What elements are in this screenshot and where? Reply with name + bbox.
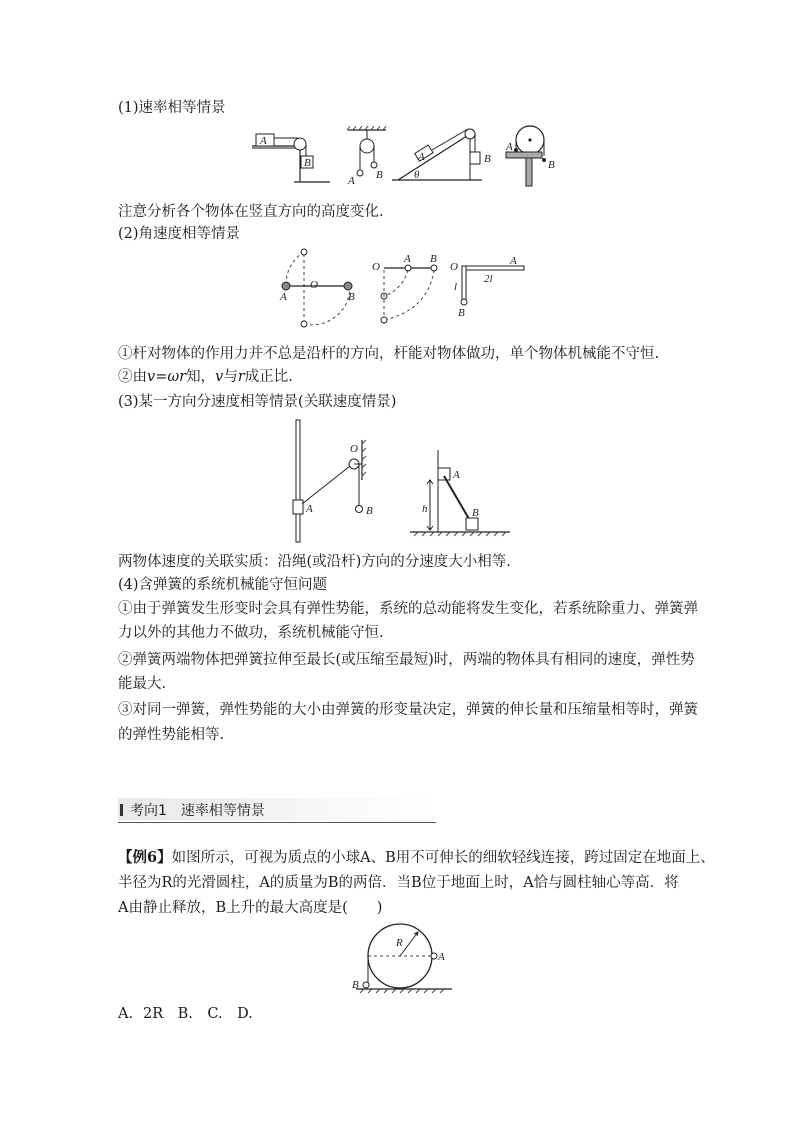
ball-a [357,170,363,176]
label-b: B [548,159,555,171]
table-pulley-diagram [252,134,330,182]
pulley [360,139,374,153]
label-l: l [454,281,458,293]
s2-p2-post: 成正比. [244,369,293,385]
block-a [438,468,450,480]
example-text-1: 如图所示，可视为质点的小球A、B用不可伸长的细软轻线连接，跨过固定在地面上、 [171,850,715,866]
figure-component-velocity-svg [290,420,520,542]
figure-angular-equal [278,246,538,332]
label-r: R [396,937,403,949]
answer-options: A．2R B. C. D. [118,1006,253,1022]
s2-point-2 [118,367,293,387]
s4-point-1a: ①由于弹簧发生形变时会具有弹性势能，系统的总动能将发生变化，若系统除重力、弹簧弹 [118,601,698,617]
ball-b [363,982,369,988]
label-a: A [260,135,267,147]
wheel-stand-diagram [505,126,555,186]
figure-angular-equal-svg [278,246,538,332]
section-3-title: (3)某一方向分速度相等情景(关联速度情景) [118,394,397,410]
s2-p2-pre: ②由 [118,369,147,385]
section-header-bar [118,798,436,823]
section-4-title: (4)含弹簧的系统机械能守恒问题 [118,577,328,593]
example-line-3: A由静止释放，B上升的最大高度是( ) [118,900,383,916]
ball-b [356,506,363,513]
section-header-mark [120,804,123,816]
slider-a [293,500,303,514]
section-1-title: (1)速率相等情景 [118,100,226,116]
s4-point-3b: 的弹性势能相等. [118,727,225,743]
label-b: B [348,291,355,303]
symbol-v: v [215,369,224,385]
formula-v-omega-r: v=ωr [147,369,187,385]
label-o: O [350,443,358,455]
section-2-title: (2)角速度相等情景 [118,226,241,242]
s4-point-1b: 力以外的其他力不做功，系统机械能守恒. [118,625,384,641]
label-b: B [458,307,465,319]
rod-pivot-center-diagram [279,249,355,327]
incline-pulley-diagram [392,129,491,181]
s4-point-2a: ②弹簧两端物体把弹簧拉伸至最长(或压缩至最短)时，两端的物体具有相同的速度，弹性势 [118,652,695,668]
pulley [294,138,306,150]
label-b: B [430,253,437,265]
label-a: A [404,253,411,265]
s2-p2-mid1: 知， [186,369,216,385]
s3-note: 两物体速度的关联实质：沿绳(或沿杆)方向的分速度大小相等. [118,554,511,570]
label-b: B [376,169,383,181]
label-b: B [304,157,311,169]
rod-pivot-end-diagram [372,253,437,323]
example-line-1 [118,848,715,868]
label-a: A [510,255,517,267]
label-a: A [453,469,460,481]
label-b: B [484,153,491,165]
label-o: O [372,261,380,273]
s2-point-1: ①杆对物体的作用力并不总是沿杆的方向，杆能对物体做功，单个物体机械能不守恒. [118,346,660,362]
label-o: O [450,261,458,273]
block-b [470,152,480,164]
bent-rod-diagram [450,255,524,319]
label-a: A [348,175,355,187]
ball-a [431,953,437,959]
figure-cylinder [348,922,458,994]
pulley [465,129,475,139]
label-h: h [422,503,428,515]
label-a: A [506,141,513,153]
figure-component-velocity [290,420,520,542]
label-2l: 2l [484,273,493,285]
label-b: B [366,505,373,517]
figure-speed-equal [250,126,560,188]
label-a: A [438,951,445,963]
section-header-title: 考向1 速率相等情景 [130,803,265,819]
label-b: B [472,507,479,519]
s4-point-2b: 能最大. [118,676,167,692]
hanging-pulley-diagram [347,126,386,187]
label-a: A [418,151,425,163]
figure-cylinder-svg [348,922,458,994]
label-o: O [310,279,318,291]
figure-speed-equal-svg [250,126,560,188]
s4-point-3a: ③对同一弹簧，弹性势能的大小由弹簧的形变量决定，弹簧的伸长量和压缩量相等时，弹簧 [118,702,698,718]
symbol-r: r [237,369,245,385]
label-b: B [352,979,359,991]
label-theta: θ [414,169,420,181]
ball-a [282,282,290,290]
sliding-rod-diagram [410,450,510,536]
rod-slider-rope-diagram [293,420,373,542]
example-tag: 【例6】 [118,849,172,866]
ball-b [344,282,352,290]
ball-b [371,162,377,168]
block-b [466,518,478,530]
label-a: A [280,291,287,303]
note-height-change: 注意分析各个物体在竖直方向的高度变化. [118,204,384,220]
label-a: A [306,503,313,515]
s2-p2-mid2: 与 [223,369,238,385]
example-line-2: 半径为R的光滑圆柱，A的质量为B的两倍．当B位于地面上时，A恰与圆柱轴心等高．将 [118,875,679,891]
